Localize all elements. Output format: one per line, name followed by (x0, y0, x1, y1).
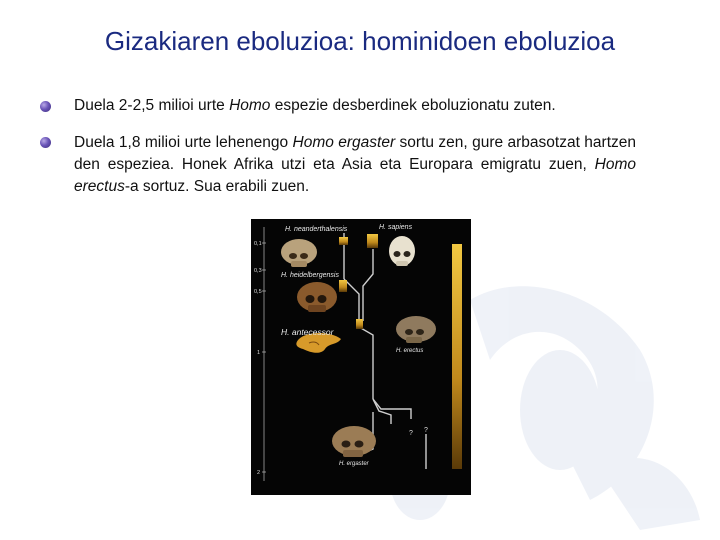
hominid-evolution-figure (251, 219, 471, 495)
tick-label: 2 (257, 470, 261, 476)
unknown-mark: ? (409, 430, 413, 437)
unknown-mark: ? (424, 427, 428, 434)
tick-label: 1 (257, 350, 261, 356)
bullet-text-1: Duela 2-2,5 milioi urte Homo espezie desberdinek eboluzionatu zuten. (74, 97, 556, 114)
bullet-icon (40, 101, 51, 112)
tick-label: 0,5 (254, 289, 262, 295)
antecessor-bar (356, 319, 363, 329)
page-title: Gizakiaren eboluzioa: hominidoen eboluzioa (104, 26, 616, 56)
skull-neanderthalensis-icon (281, 239, 317, 267)
bullet-text-2: Duela 1,8 milioi urte lehenengo Homo ergaster sortu zen, gure arbasotzat hartzen den espeziea. Honek Afrika utzi eta Asia eta Europara emigratu zuen, Homo erectus-a sortuz. Sua erabili zuen. (74, 134, 637, 195)
label-ergaster: H. ergaster (339, 461, 369, 467)
skull-erectus-icon (396, 316, 436, 343)
skull-heidelbergensis-icon (297, 282, 337, 312)
sapiens-bar (367, 234, 378, 248)
label-heidelbergensis: H. heidelbergensis (281, 272, 339, 279)
label-erectus: H. erectus (396, 348, 424, 354)
skull-sapiens-icon (389, 236, 415, 266)
heidelbergensis-bar (339, 280, 347, 292)
tick-label: 0,3 (254, 268, 262, 274)
tick-label: 0,1 (254, 241, 262, 247)
label-sapiens: H. sapiens (379, 224, 413, 231)
neanderthalensis-bar (339, 237, 348, 245)
label-antecessor: H. antecessor (281, 327, 334, 337)
label-neanderthalensis: H. neanderthalensis (285, 226, 348, 233)
skull-ergaster-icon (332, 426, 376, 457)
erectus-bar (452, 244, 462, 469)
bullet-icon (40, 137, 51, 148)
